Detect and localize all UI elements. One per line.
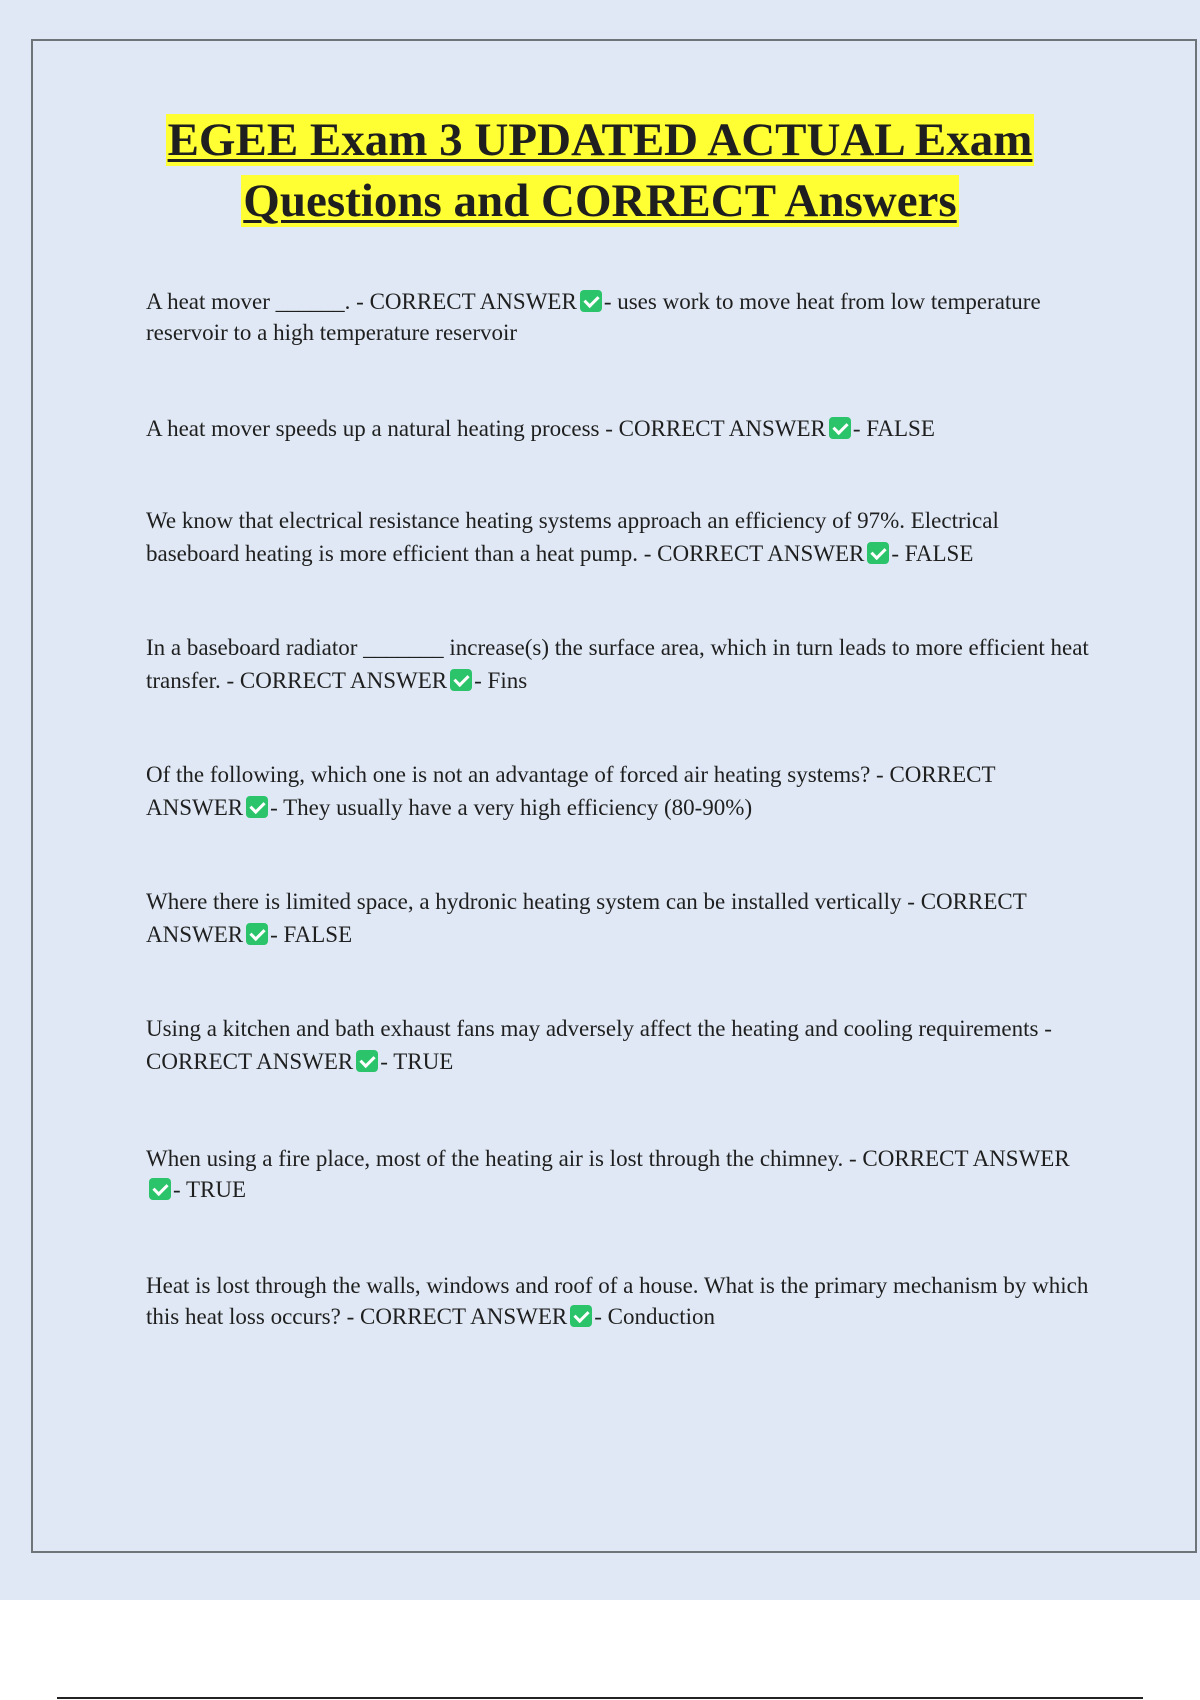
answer-text: - FALSE — [891, 541, 974, 566]
question-text: Heat is lost through the walls, windows and roof of a house. What is the primary mechanism by which this heat loss occurs? - CORRECT ANSWER — [146, 1273, 1089, 1329]
check-box-icon — [450, 669, 472, 691]
check-box-icon — [570, 1305, 592, 1327]
answer-text: - uses work to move heat from low temperature reservoir to a high temperature reservoir — [146, 289, 1041, 345]
question-text: When using a fire place, most of the heating air is lost through the chimney. - CORRECT ANSWER — [146, 1146, 1070, 1171]
answer-text: - FALSE — [270, 922, 353, 947]
answer-text: - They usually have a very high efficiency (80-90%) — [270, 795, 753, 820]
answer-text: - TRUE — [380, 1049, 454, 1074]
question-text: We know that electrical resistance heating systems approach an efficiency of 97%. Electrical baseboard heating is more efficient than a heat pump. - CORRECT ANSWER — [146, 508, 999, 566]
qa-item-9 — [146, 1270, 1096, 1332]
answer-text: - FALSE — [852, 416, 935, 441]
question-text: In a baseboard radiator _______ increase(s) the surface area, which in turn leads to more efficient heat transfer. - CORRECT ANSWER — [146, 635, 1089, 693]
qa-item-3 — [146, 504, 1096, 570]
answer-text: - Fins — [474, 668, 528, 693]
check-box-icon — [246, 923, 268, 945]
qa-item-4 — [146, 631, 1096, 697]
title-line-1: EGEE Exam 3 UPDATED ACTUAL Exam — [167, 114, 1033, 166]
check-box-icon — [580, 290, 602, 312]
check-box-icon — [149, 1178, 171, 1200]
answer-text: - TRUE — [173, 1177, 247, 1202]
qa-item-6 — [146, 885, 1096, 951]
question-text: A heat mover ______. - CORRECT ANSWER — [146, 289, 577, 314]
qa-item-5 — [146, 758, 1096, 824]
document-title — [0, 110, 1200, 232]
title-line-2: Questions and CORRECT Answers — [243, 175, 957, 227]
qa-item-8 — [146, 1143, 1096, 1205]
qa-item-2 — [146, 412, 1096, 445]
qa-item-1 — [146, 286, 1096, 348]
question-text: A heat mover speeds up a natural heating process - CORRECT ANSWER — [146, 416, 826, 441]
qa-item-7 — [146, 1012, 1096, 1078]
check-box-icon — [356, 1050, 378, 1072]
check-box-icon — [829, 417, 851, 439]
check-box-icon — [246, 796, 268, 818]
question-text: Of the following, which one is not an advantage of forced air heating systems? - CORRECT ANSWER — [146, 762, 996, 820]
question-text: Where there is limited space, a hydronic heating system can be installed vertically - CORRECT ANSWER — [146, 889, 1027, 947]
question-text: Using a kitchen and bath exhaust fans may adversely affect the heating and cooling requirements - CORRECT ANSWER — [146, 1016, 1052, 1074]
answer-text: - Conduction — [594, 1304, 715, 1329]
check-box-icon — [867, 542, 889, 564]
bottom-divider — [57, 1697, 1143, 1699]
